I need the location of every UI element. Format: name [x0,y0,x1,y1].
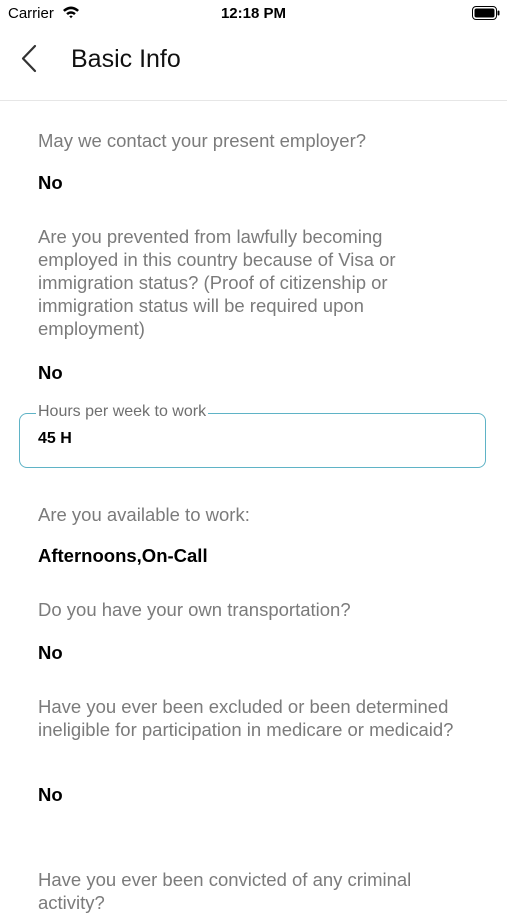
answer-contact-employer: No [38,172,63,193]
basic-info-form [0,101,507,913]
hours-per-week-field[interactable] [19,403,486,468]
answer-medicare-exclusion: No [38,784,63,805]
question-contact-employer: May we contact your present employer? [38,130,367,151]
back-button[interactable] [14,40,48,78]
status-bar [0,0,507,28]
hours-per-week-value[interactable]: 45 H [38,430,72,447]
battery-icon [472,6,500,20]
answer-transportation: No [38,642,63,663]
hours-per-week-label: Hours per week to work [38,403,207,420]
navigation-bar [0,28,507,101]
question-transportation: Do you have your own transportation? [38,599,351,620]
answer-availability: Afternoons,On-Call [38,545,208,566]
page-title: Basic Info [71,45,181,73]
carrier-label: Carrier [8,5,54,22]
answer-work-eligibility: No [38,362,63,383]
question-work-eligibility: Are you prevented from lawfully becoming employed in this country because of Visa or immigration status? (Proof of citizenship or immigration status will be required upon employment) [38,226,396,339]
question-medicare-exclusion: Have you ever been excluded or been determined ineligible for participation in medicare or medicaid? [38,696,454,740]
question-criminal-conviction: Have you ever been convicted of any criminal activity? [38,869,412,913]
status-time: 12:18 PM [220,5,287,22]
chevron-left-icon [14,40,48,78]
question-availability: Are you available to work: [38,504,250,525]
